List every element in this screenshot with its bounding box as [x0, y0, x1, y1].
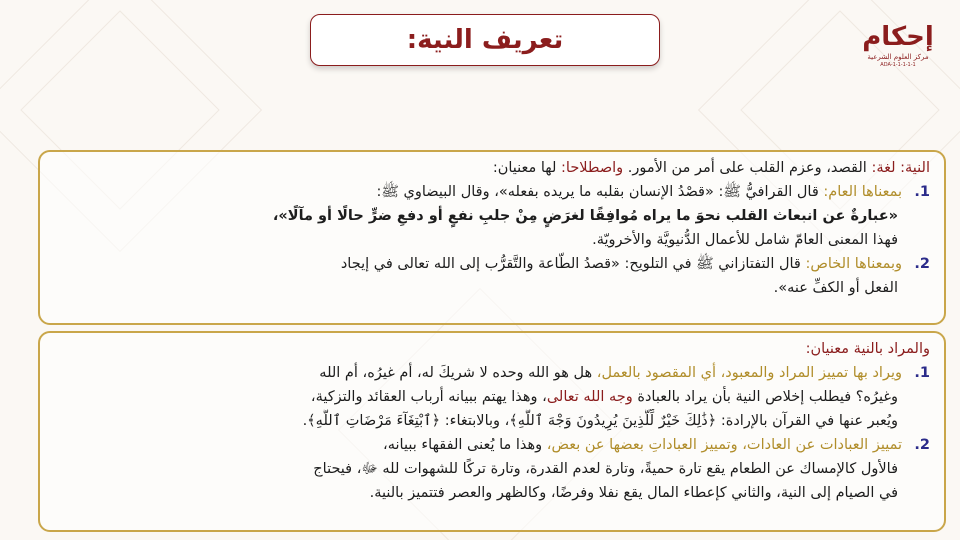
lugha-text: القصد، وعزم القلب على أمر من الأمور. — [623, 160, 867, 176]
meaning-two-cont: فالأول كالإمساك عن الطعام يقع تارة حميةً، وتارة لعدم القدرة، وتارة تركًا للشهوات لله ﷻ، فيحتاج — [313, 461, 898, 477]
meanings-heading: والمراد بالنية معنيان: — [805, 341, 930, 357]
term-niyyah: النية: — [895, 160, 930, 176]
meanings-panel — [38, 331, 946, 532]
meaning-two-line — [50, 433, 930, 457]
istilah-text: لها معنيان: — [492, 160, 557, 176]
meaning-one-line — [50, 361, 930, 385]
special-meaning-cont: الفعل أو الكفِّ عنه». — [773, 280, 898, 296]
term-istilah: واصطلاحا: — [556, 160, 624, 176]
quran-line: ويُعبر عنها في القرآن بالإرادة: ﴿ذَٰلِكَ خَيْرٌ لِّلَّذِينَ يُرِيدُونَ وَجْهَ ٱللَّهِ﴾، وبالابتغاء: ﴿ٱبْتِغَآءَ مَرْضَاتِ ٱللَّهِ﴾. — [302, 413, 898, 429]
general-meaning-text: قال القرافيُّ ﷺ: «قصْدُ الإنسان بقلبه ما يريده بفعله»، وقال البيضاوي ﷺ: — [376, 184, 819, 200]
general-meaning-label: بمعناها العام: — [818, 184, 902, 200]
meaning-one-label: ويراد بها تمييز المراد والمعبود، أي المقصود بالعمل، — [592, 365, 902, 381]
special-meaning-text: قال التفتازاني ﷺ في التلويح: «قصدُ الطّاعة والتَّقرُّب إلى الله تعالى في إيجاد — [340, 256, 801, 272]
list-number: 2. — [914, 437, 930, 453]
meaning-two-text: وهذا ما يُعنى الفقهاء ببيانه، — [383, 437, 543, 453]
special-meaning-line — [50, 252, 930, 276]
brand-logo — [854, 22, 942, 94]
list-number: 2. — [914, 256, 930, 272]
general-meaning-line — [50, 180, 930, 204]
meaning-one-text: هل هو الله وحده لا شريكَ له، أم غيرُه، أم الله — [319, 365, 593, 381]
list-number: 1. — [914, 184, 930, 200]
text-fragment: ، وهذا يهتم ببيانه أرباب العقائد والتزكية، — [310, 389, 547, 405]
meaning-one-cont — [50, 385, 930, 409]
meaning-two-label: تمييز العبادات عن العادات، وتمييز العباداتِ بعضها عن بعض، — [542, 437, 902, 453]
definition-line — [50, 156, 930, 180]
summary-line: فهذا المعنى العامّ شامل للأعمال الدُّنيويَّة والأخرويّة. — [592, 232, 898, 248]
meaning-two-end: في الصيام إلى النية، والثاني كإعطاء المال يقع نفلا وفرضًا، وكالظهر والعصر فتتميز بالنية. — [369, 485, 898, 501]
quote-line: «عبارةٌ عن انبعاث القلب نحوَ ما يراه مُوافِقًا لغرَضٍ مِنْ جلبِ نفعٍ أو دفعِ ضرٍّ حالًا أو مآلًا»، — [272, 208, 898, 224]
definition-panel — [38, 150, 946, 325]
logo-tag: ADA-1-1-1-1-1 — [880, 62, 916, 68]
title-banner — [310, 14, 660, 66]
list-number: 1. — [914, 365, 930, 381]
special-meaning-label: وبمعناها الخاص: — [800, 256, 902, 272]
highlight-wajh-allah: وجه الله تعالى — [546, 389, 633, 405]
logo-word: إحكام — [862, 22, 934, 52]
page-title: تعريف النية: — [406, 25, 564, 55]
term-lugha: لغة: — [866, 160, 896, 176]
logo-subtitle: مركز العلوم الشرعية — [867, 53, 929, 61]
text-fragment: وغيرُه؟ فيطلب إخلاص النية بأن يراد بالعبادة — [632, 389, 898, 405]
